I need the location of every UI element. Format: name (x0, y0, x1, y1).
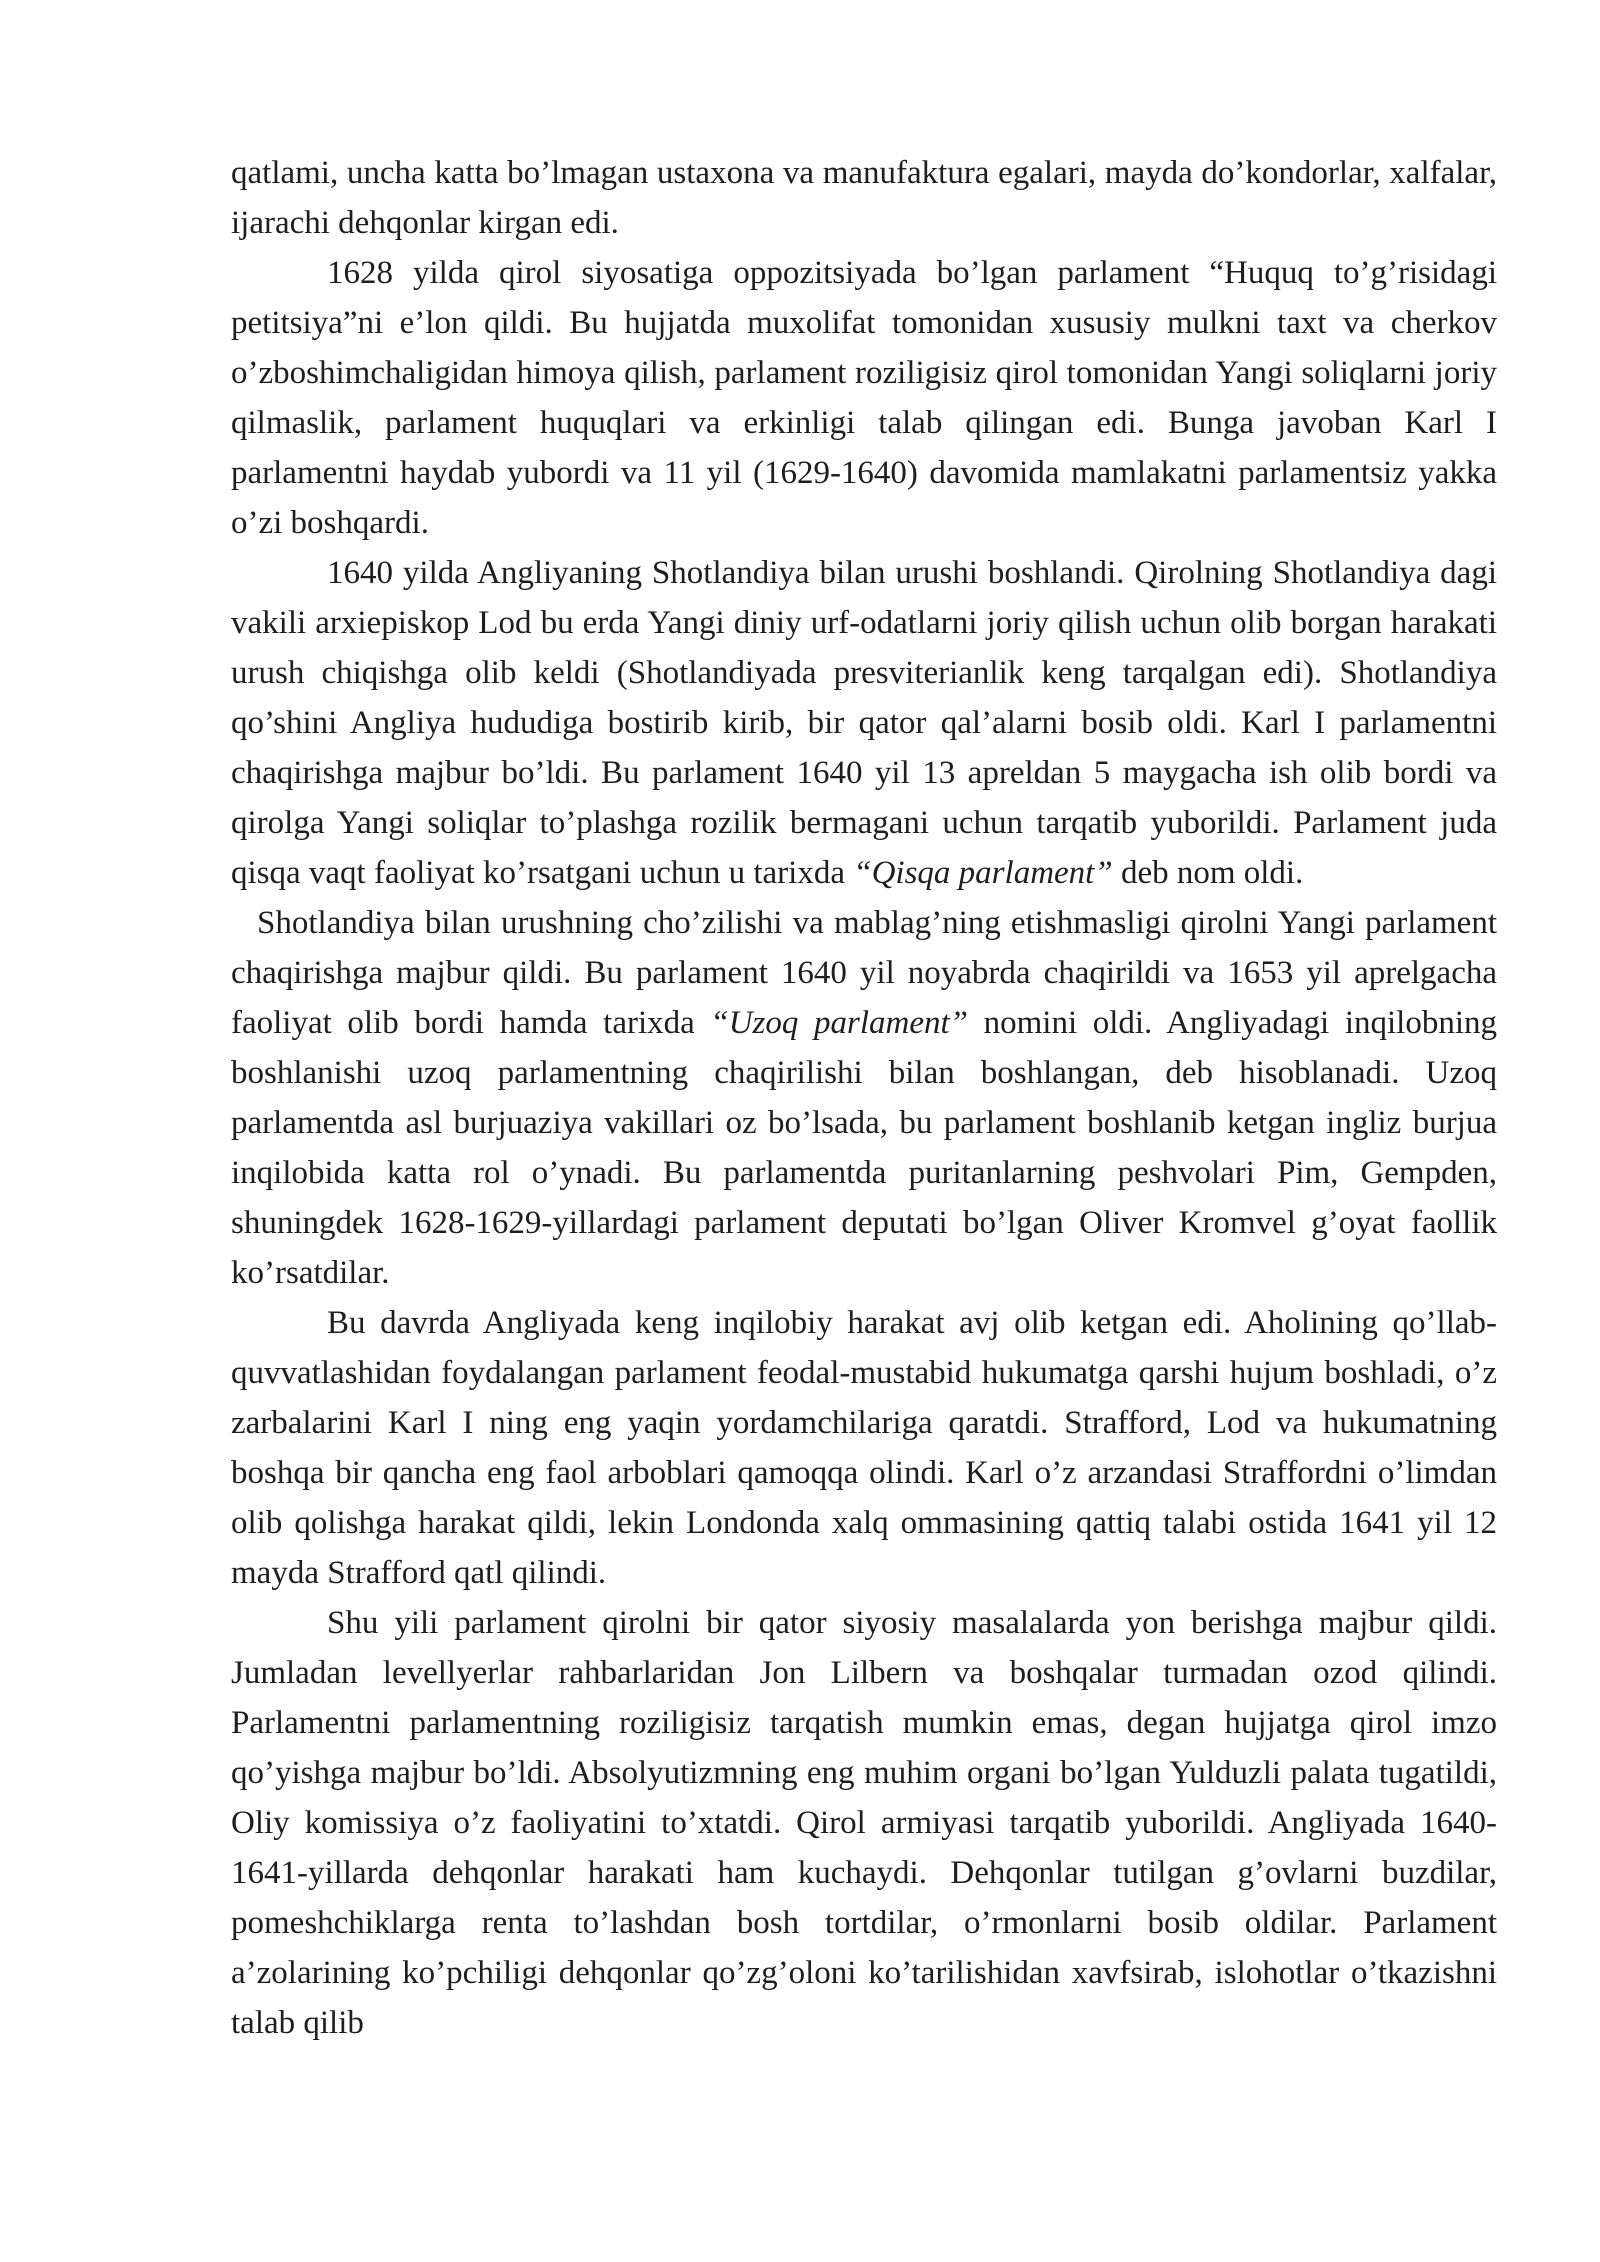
document-page (231, 148, 1497, 2048)
paragraph-concessions: Shu yili parlament qirolni bir qator siyosiy masalalarda yon berishga majbur qildi. Jumladan levellyerlar rahbarlaridan Jon Lilbern va boshqalar turmadan ozod qilindi. Parlamentni parlamentning roziligisiz tarqatish mumkin emas, degan hujjatga qirol imzo qo’yishga majbur bo’ldi. Absolyutizmning eng muhim organi bo’lgan Yulduzli palata tugatildi, Oliy komissiya o’z faoliyatini to’xtatdi. Qirol armiyasi tarqatib yuborildi. Angliyada 1640-1641-yillarda dehqonlar harakati ham kuchaydi. Dehqonlar tutilgan g’ovlarni buzdilar, pomeshchiklarga renta to’lashdan bosh tortdilar, o’rmonlarni bosib oldilar. Parlament a’zolarining ko’pchiligi dehqonlar qo’zg’oloni ko’tarilishidan xavfsirab, islohotlar o’tkazishni talab qilib (231, 1605, 1497, 2041)
paragraph-text: Shotlandiya bilan urushning cho’zilishi va mablag’ning etishmasligi qirolni Yangi parlament chaqirishga majbur qildi. Bu parlament 1640 yil noyabrda chaqirildi va 1653 yil aprelgacha faoliyat olib bordi hamda tarixda (231, 905, 1497, 1041)
paragraph-text: 1640 yilda Angliyaning Shotlandiya bilan urushi boshlandi. Qirolning Shotlandiya dagi vakili arxiepiskop Lod bu erda Yangi diniy urf-odatlarni joriy qilish uchun olib borgan harakati urush chiqishga olib keldi (Shotlandiyada presviterianlik keng tarqalgan edi). Shotlandiya qo’shini Angliya hududiga bostirib kirib, bir qator qal’alarni bosib oldi. Karl I parlamentni chaqirishga majbur bo’ldi. Bu parlament 1640 yil 13 apreldan 5 maygacha ish olib bordi va qirolga Yangi soliqlar to’plashga rozilik bermagani uchun tarqatib yuborildi. Parlament juda qisqa vaqt faoliyat ko’rsatgani uchun u tarixda (231, 555, 1497, 891)
paragraph-short-parliament (231, 548, 1497, 898)
paragraph-long-parliament (231, 898, 1497, 1298)
paragraph-text: deb nom oldi. (1112, 855, 1304, 891)
paragraph-revolution-movement: Bu davrda Angliyada keng inqilobiy harakat avj olib ketgan edi. Aholining qo’llab-quvvatlashidan foydalangan parlament feodal-mustabid hukumatga qarshi hujum boshladi, o’z zarbalarini Karl I ning eng yaqin yordamchilariga qaratdi. Strafford, Lod va hukumatning boshqa bir qancha eng faol arboblari qamoqqa olindi. Karl o’z arzandasi Straffordni o’limdan olib qolishga harakat qildi, lekin Londonda xalq ommasining qattiq talabi ostida 1641 yil 12 mayda Strafford qatl qilindi. (231, 1305, 1497, 1591)
paragraph-petition: 1628 yilda qirol siyosatiga oppozitsiyada bo’lgan parlament “Huquq to’g’risidagi petitsiya”ni e’lon qildi. Bu hujjatda muxolifat tomonidan xususiy mulkni taxt va cherkov o’zboshimchaligidan himoya qilish, parlament roziligisiz qirol tomonidan Yangi soliqlarni joriy qilmaslik, parlament huquqlari va erkinligi talab qilingan edi. Bunga javoban Karl I parlamentni haydab yubordi va 11 yil (1629-1640) davomida mamlakatni parlamentsiz yakka o’zi boshqardi. (231, 255, 1497, 541)
italic-term-long-parliament: “Uzoq parlament” (710, 1005, 969, 1041)
paragraph-continuation: qatlami, uncha katta bo’lmagan ustaxona va manufaktura egalari, mayda do’kondorlar, xalfalar, ijarachi dehqonlar kirgan edi. (231, 155, 1497, 241)
paragraph-text: nomini oldi. Angliyadagi inqilobning boshlanishi uzoq parlamentning chaqirilishi bilan boshlangan, deb hisoblanadi. Uzoq parlamentda asl burjuaziya vakillari oz bo’lsada, bu parlament boshlanib ketgan ingliz burjua inqilobida katta rol o’ynadi. Bu parlamentda puritanlarning peshvolari Pim, Gempden, shuningdek 1628-1629-yillardagi parlament deputati bo’lgan Oliver Kromvel g’oyat faollik ko’rsatdilar. (231, 1005, 1497, 1291)
italic-term-short-parliament: “Qisqa parlament” (853, 855, 1113, 891)
